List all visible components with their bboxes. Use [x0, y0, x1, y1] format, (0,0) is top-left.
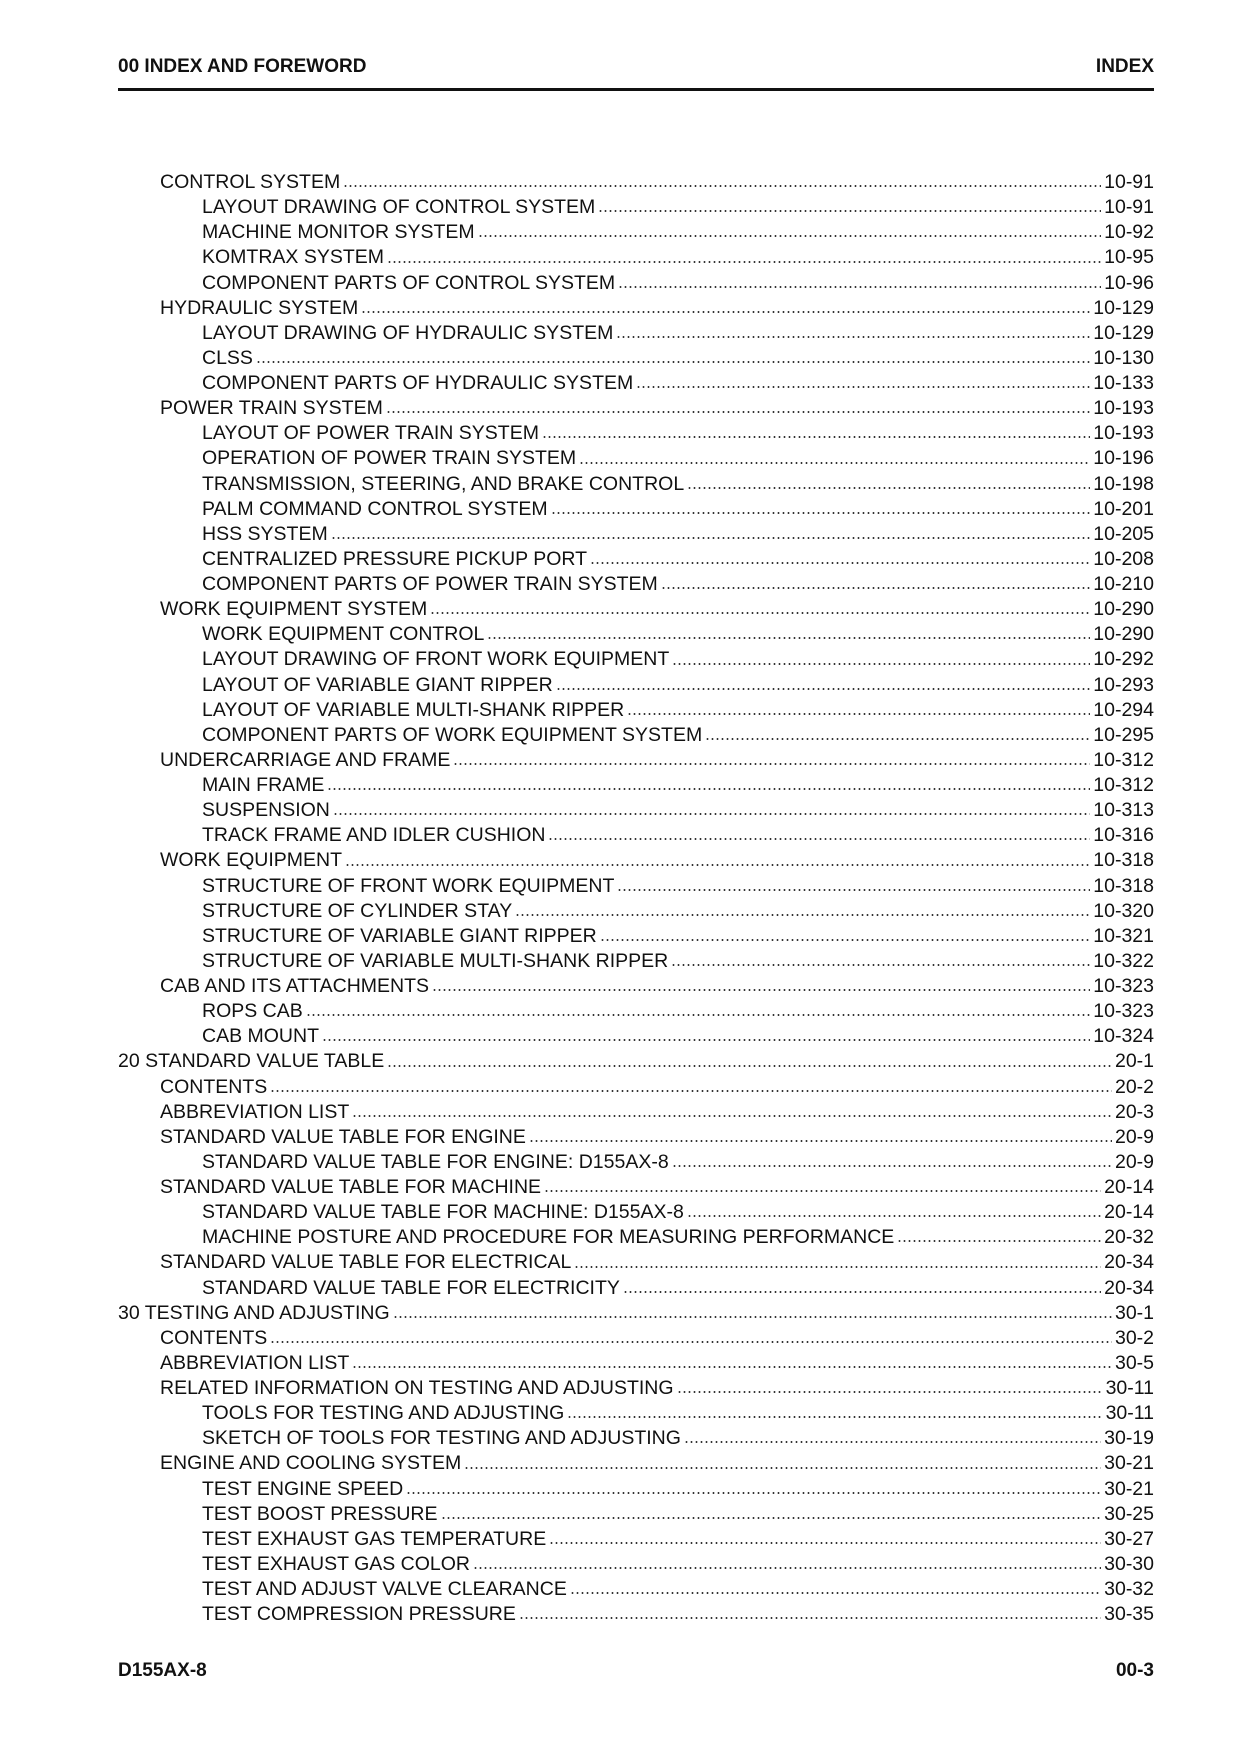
toc-entry-title: COMPONENT PARTS OF CONTROL SYSTEM [202, 271, 616, 294]
toc-entry-page: 20-3 [1114, 1100, 1154, 1123]
toc-entry-title: WORK EQUIPMENT SYSTEM [160, 598, 428, 621]
toc-entry[interactable] [118, 1075, 1154, 1100]
toc-entry-title: RELATED INFORMATION ON TESTING AND ADJUSTING [160, 1377, 674, 1400]
toc-entry[interactable] [118, 874, 1154, 899]
toc-entry-title: LAYOUT OF POWER TRAIN SYSTEM [202, 422, 539, 445]
toc-entry-title: ENGINE AND COOLING SYSTEM [160, 1452, 462, 1475]
toc-entry[interactable] [118, 1602, 1154, 1627]
toc-entry-page: 20-34 [1104, 1276, 1154, 1299]
dot-leader [671, 962, 1090, 968]
page-footer [118, 1660, 1154, 1682]
dot-leader [306, 1012, 1091, 1018]
toc-entry[interactable] [118, 1502, 1154, 1527]
toc-entry-page: 10-312 [1093, 748, 1154, 771]
page-number: 00-3 [1115, 1660, 1154, 1681]
toc-entry-page: 10-208 [1093, 547, 1154, 570]
toc-entry-title: STRUCTURE OF VARIABLE GIANT RIPPER [202, 924, 597, 947]
toc-entry-page: 30-30 [1104, 1552, 1154, 1575]
dot-leader [556, 686, 1091, 692]
dot-leader [590, 560, 1090, 566]
toc-entry-title: WORK EQUIPMENT [160, 849, 343, 872]
table-of-contents [118, 170, 1154, 1627]
toc-entry-title: TEST EXHAUST GAS TEMPERATURE [202, 1527, 547, 1550]
toc-entry-title: ROPS CAB [202, 1000, 303, 1023]
toc-entry-page: 10-294 [1093, 698, 1154, 721]
toc-entry-title: STRUCTURE OF VARIABLE MULTI-SHANK RIPPER [202, 949, 669, 972]
toc-entry-title: TEST BOOST PRESSURE [202, 1502, 438, 1525]
toc-entry-page: 30-25 [1104, 1502, 1154, 1525]
toc-entry-title: STANDARD VALUE TABLE FOR ENGINE: D155AX-8 [202, 1150, 669, 1173]
toc-entry[interactable] [118, 1049, 1154, 1074]
dot-leader [574, 1264, 1101, 1270]
toc-entry[interactable] [118, 271, 1154, 296]
toc-entry[interactable] [118, 1376, 1154, 1401]
toc-entry-page: 20-32 [1104, 1226, 1154, 1249]
toc-entry-page: 10-290 [1093, 598, 1154, 621]
toc-entry-title: TEST AND ADJUST VALVE CLEARANCE [202, 1578, 567, 1601]
dot-leader [519, 1615, 1101, 1621]
toc-entry[interactable] [118, 547, 1154, 572]
toc-entry-title: MACHINE MONITOR SYSTEM [202, 221, 475, 244]
toc-entry-page: 10-316 [1093, 824, 1154, 847]
dot-leader [331, 535, 1091, 541]
toc-entry[interactable] [118, 723, 1154, 748]
toc-entry-page: 30-11 [1105, 1377, 1154, 1400]
toc-entry-page: 20-14 [1104, 1176, 1154, 1199]
toc-entry-title: TEST EXHAUST GAS COLOR [202, 1552, 471, 1575]
toc-entry-title: STANDARD VALUE TABLE FOR MACHINE [160, 1176, 542, 1199]
dot-leader [661, 585, 1091, 591]
toc-entry-title: CAB AND ITS ATTACHMENTS [160, 975, 430, 998]
toc-entry[interactable] [118, 1527, 1154, 1552]
dot-leader [897, 1238, 1101, 1244]
toc-entry-page: 10-196 [1093, 447, 1154, 470]
toc-entry[interactable] [118, 1326, 1154, 1351]
dot-leader [393, 1314, 1112, 1320]
toc-entry-title: LAYOUT DRAWING OF FRONT WORK EQUIPMENT [202, 648, 670, 671]
dot-leader [386, 409, 1090, 415]
toc-entry-title: COMPONENT PARTS OF WORK EQUIPMENT SYSTEM [202, 723, 703, 746]
dot-leader [687, 1213, 1101, 1219]
toc-entry-page: 10-130 [1093, 346, 1154, 369]
toc-entry-page: 30-2 [1114, 1326, 1154, 1349]
dot-leader [343, 183, 1101, 189]
toc-entry[interactable] [118, 999, 1154, 1024]
dot-leader [333, 811, 1090, 817]
toc-entry-title: LAYOUT DRAWING OF CONTROL SYSTEM [202, 196, 596, 219]
toc-entry-page: 10-321 [1093, 924, 1154, 947]
toc-entry[interactable] [118, 1250, 1154, 1275]
dot-leader [361, 309, 1090, 315]
toc-entry-page: 10-205 [1093, 522, 1154, 545]
toc-entry-title: LAYOUT OF VARIABLE MULTI-SHANK RIPPER [202, 698, 625, 721]
toc-entry-title: TEST ENGINE SPEED [202, 1477, 404, 1500]
dot-leader [627, 711, 1090, 717]
toc-entry-title: COMPONENT PARTS OF POWER TRAIN SYSTEM [202, 573, 658, 596]
toc-entry-title: POWER TRAIN SYSTEM [160, 397, 383, 420]
toc-entry-page: 30-27 [1104, 1527, 1154, 1550]
dot-leader [684, 1439, 1101, 1445]
dot-leader [617, 887, 1090, 893]
toc-entry[interactable] [118, 1426, 1154, 1451]
toc-entry-page: 10-320 [1093, 899, 1154, 922]
toc-entry-title: STANDARD VALUE TABLE FOR MACHINE: D155AX-8 [202, 1201, 684, 1224]
dot-leader [406, 1490, 1101, 1496]
toc-entry-title: ABBREVIATION LIST [160, 1100, 350, 1123]
toc-entry-page: 10-318 [1093, 874, 1154, 897]
toc-entry-title: ABBREVIATION LIST [160, 1351, 350, 1374]
toc-entry[interactable] [118, 1024, 1154, 1049]
model-number: D155AX-8 [118, 1660, 207, 1681]
dot-leader [387, 259, 1101, 265]
toc-entry[interactable] [118, 296, 1154, 321]
toc-entry-page: 10-92 [1104, 221, 1154, 244]
toc-entry[interactable] [118, 321, 1154, 346]
dot-leader [551, 510, 1091, 516]
toc-entry-title: STANDARD VALUE TABLE FOR ELECTRICAL [160, 1251, 572, 1274]
toc-entry[interactable] [118, 1401, 1154, 1426]
toc-entry[interactable] [118, 924, 1154, 949]
toc-entry-page: 30-19 [1104, 1427, 1154, 1450]
toc-entry[interactable] [118, 673, 1154, 698]
toc-entry-page: 10-91 [1104, 171, 1154, 194]
toc-entry[interactable] [118, 472, 1154, 497]
dot-leader [432, 987, 1090, 993]
toc-entry-title: OPERATION OF POWER TRAIN SYSTEM [202, 447, 577, 470]
toc-entry-page: 10-129 [1093, 321, 1154, 344]
dot-leader [322, 1037, 1090, 1043]
dot-leader [705, 736, 1090, 742]
toc-entry[interactable] [118, 1125, 1154, 1150]
toc-entry[interactable] [118, 195, 1154, 220]
dot-leader [270, 1088, 1112, 1094]
toc-entry[interactable] [118, 1200, 1154, 1225]
toc-entry[interactable] [118, 1451, 1154, 1476]
dot-leader [430, 610, 1090, 616]
dot-leader [478, 233, 1101, 239]
toc-entry-page: 10-193 [1093, 422, 1154, 445]
dot-leader [548, 836, 1090, 842]
toc-entry-title: UNDERCARRIAGE AND FRAME [160, 748, 451, 771]
toc-entry[interactable] [118, 1301, 1154, 1326]
dot-leader [570, 1590, 1101, 1596]
dot-leader [387, 1063, 1112, 1069]
toc-entry-title: TRACK FRAME AND IDLER CUSHION [202, 824, 546, 847]
toc-entry-title: STRUCTURE OF CYLINDER STAY [202, 899, 513, 922]
toc-entry-page: 10-293 [1093, 673, 1154, 696]
toc-entry-title: STANDARD VALUE TABLE FOR ENGINE [160, 1125, 526, 1148]
toc-entry-page: 10-198 [1093, 472, 1154, 495]
dot-leader [672, 661, 1090, 667]
section-title: 00 INDEX AND FOREWORD [118, 56, 367, 77]
dot-leader [529, 1138, 1112, 1144]
toc-entry-page: 10-201 [1093, 497, 1154, 520]
dot-leader [677, 1389, 1103, 1395]
toc-entry-page: 10-290 [1093, 623, 1154, 646]
toc-entry[interactable] [118, 497, 1154, 522]
toc-entry-page: 10-96 [1104, 271, 1154, 294]
dot-leader [352, 1113, 1112, 1119]
toc-entry-title: CAB MOUNT [202, 1025, 319, 1048]
toc-entry-page: 20-1 [1114, 1050, 1154, 1073]
dot-leader [549, 1540, 1101, 1546]
toc-entry-title: SKETCH OF TOOLS FOR TESTING AND ADJUSTING [202, 1427, 681, 1450]
dot-leader [542, 434, 1090, 440]
toc-entry-title: 20 STANDARD VALUE TABLE [118, 1050, 385, 1073]
dot-leader [352, 1364, 1112, 1370]
dot-leader [598, 208, 1101, 214]
toc-entry-title: MACHINE POSTURE AND PROCEDURE FOR MEASURING PERFORMANCE [202, 1226, 895, 1249]
toc-entry-page: 20-34 [1104, 1251, 1154, 1274]
toc-entry-page: 30-5 [1114, 1351, 1154, 1374]
toc-entry-title: STANDARD VALUE TABLE FOR ELECTRICITY [202, 1276, 620, 1299]
toc-entry-page: 10-295 [1093, 723, 1154, 746]
toc-entry-title: 30 TESTING AND ADJUSTING [118, 1301, 390, 1324]
toc-entry-page: 30-21 [1104, 1452, 1154, 1475]
toc-entry-title: LAYOUT OF VARIABLE GIANT RIPPER [202, 673, 553, 696]
toc-entry-page: 10-324 [1093, 1025, 1154, 1048]
toc-entry-page: 10-133 [1093, 372, 1154, 395]
toc-entry-page: 30-1 [1114, 1301, 1154, 1324]
toc-entry[interactable] [118, 346, 1154, 371]
toc-entry-page: 30-35 [1104, 1603, 1154, 1626]
toc-entry[interactable] [118, 1477, 1154, 1502]
toc-entry[interactable] [118, 798, 1154, 823]
toc-entry[interactable] [118, 949, 1154, 974]
toc-entry-page: 10-193 [1093, 397, 1154, 420]
toc-entry-title: CLSS [202, 346, 253, 369]
toc-entry-page: 10-95 [1104, 246, 1154, 269]
dot-leader [567, 1414, 1102, 1420]
toc-entry-page: 10-91 [1104, 196, 1154, 219]
toc-entry-title: TOOLS FOR TESTING AND ADJUSTING [202, 1402, 565, 1425]
toc-entry[interactable] [118, 622, 1154, 647]
toc-entry[interactable] [118, 1175, 1154, 1200]
toc-entry-title: COMPONENT PARTS OF HYDRAULIC SYSTEM [202, 372, 634, 395]
dot-leader [618, 284, 1101, 290]
dot-leader [487, 635, 1090, 641]
toc-entry-title: MAIN FRAME [202, 774, 325, 797]
dot-leader [464, 1465, 1101, 1471]
toc-entry[interactable] [118, 522, 1154, 547]
toc-entry-title: PALM COMMAND CONTROL SYSTEM [202, 497, 548, 520]
toc-entry-page: 30-32 [1104, 1578, 1154, 1601]
toc-entry[interactable] [118, 1100, 1154, 1125]
toc-entry-title: CONTENTS [160, 1075, 268, 1098]
toc-entry[interactable] [118, 572, 1154, 597]
toc-entry[interactable] [118, 1351, 1154, 1376]
toc-entry-page: 10-210 [1093, 573, 1154, 596]
dot-leader [473, 1565, 1101, 1571]
toc-entry[interactable] [118, 220, 1154, 245]
toc-entry[interactable] [118, 647, 1154, 672]
dot-leader [453, 761, 1090, 767]
toc-entry-page: 10-318 [1093, 849, 1154, 872]
header-divider [118, 88, 1154, 91]
toc-entry[interactable] [118, 446, 1154, 471]
page-header [118, 56, 1154, 78]
dot-leader [441, 1515, 1102, 1521]
toc-entry[interactable] [118, 823, 1154, 848]
dot-leader [687, 485, 1090, 491]
dot-leader [270, 1339, 1112, 1345]
toc-entry-page: 10-313 [1093, 799, 1154, 822]
dot-leader [616, 334, 1090, 340]
toc-entry-title: WORK EQUIPMENT CONTROL [202, 623, 485, 646]
toc-entry-page: 20-9 [1114, 1150, 1154, 1173]
toc-entry[interactable] [118, 421, 1154, 446]
toc-entry[interactable] [118, 170, 1154, 195]
dot-leader [515, 912, 1090, 918]
toc-entry-page: 10-323 [1093, 1000, 1154, 1023]
toc-entry-page: 20-2 [1114, 1075, 1154, 1098]
toc-entry[interactable] [118, 245, 1154, 270]
toc-entry-page: 10-129 [1093, 296, 1154, 319]
toc-entry[interactable] [118, 597, 1154, 622]
toc-entry-page: 20-9 [1114, 1125, 1154, 1148]
toc-entry[interactable] [118, 1150, 1154, 1175]
dot-leader [636, 384, 1090, 390]
toc-entry[interactable] [118, 1552, 1154, 1577]
toc-entry[interactable] [118, 899, 1154, 924]
toc-entry-title: HSS SYSTEM [202, 522, 328, 545]
toc-entry-title: SUSPENSION [202, 799, 330, 822]
toc-entry[interactable] [118, 698, 1154, 723]
toc-entry[interactable] [118, 748, 1154, 773]
toc-entry-page: 20-14 [1104, 1201, 1154, 1224]
dot-leader [544, 1188, 1101, 1194]
toc-entry[interactable] [118, 371, 1154, 396]
dot-leader [256, 359, 1090, 365]
toc-entry[interactable] [118, 848, 1154, 873]
toc-entry-title: KOMTRAX SYSTEM [202, 246, 385, 269]
dot-leader [345, 862, 1090, 868]
toc-entry[interactable] [118, 1577, 1154, 1602]
header-index-label: INDEX [1095, 56, 1154, 77]
dot-leader [579, 460, 1090, 466]
toc-entry-title: HYDRAULIC SYSTEM [160, 296, 359, 319]
toc-entry-title: LAYOUT DRAWING OF HYDRAULIC SYSTEM [202, 321, 614, 344]
dot-leader [327, 786, 1090, 792]
toc-entry-title: TRANSMISSION, STEERING, AND BRAKE CONTROL [202, 472, 685, 495]
toc-entry-page: 10-312 [1093, 774, 1154, 797]
toc-entry[interactable] [118, 1276, 1154, 1301]
toc-entry-page: 30-21 [1104, 1477, 1154, 1500]
toc-entry[interactable] [118, 773, 1154, 798]
toc-entry-page: 10-323 [1093, 975, 1154, 998]
toc-entry-title: CONTROL SYSTEM [160, 171, 341, 194]
dot-leader [672, 1163, 1112, 1169]
toc-entry-title: STRUCTURE OF FRONT WORK EQUIPMENT [202, 874, 615, 897]
toc-entry-title: CENTRALIZED PRESSURE PICKUP PORT [202, 547, 588, 570]
toc-entry[interactable] [118, 974, 1154, 999]
toc-entry-page: 10-292 [1093, 648, 1154, 671]
toc-entry-page: 30-11 [1105, 1402, 1154, 1425]
dot-leader [623, 1289, 1101, 1295]
dot-leader [600, 937, 1091, 943]
toc-entry-page: 10-322 [1093, 949, 1154, 972]
toc-entry-title: TEST COMPRESSION PRESSURE [202, 1603, 516, 1626]
toc-entry-title: CONTENTS [160, 1326, 268, 1349]
toc-entry[interactable] [118, 1225, 1154, 1250]
toc-entry[interactable] [118, 396, 1154, 421]
